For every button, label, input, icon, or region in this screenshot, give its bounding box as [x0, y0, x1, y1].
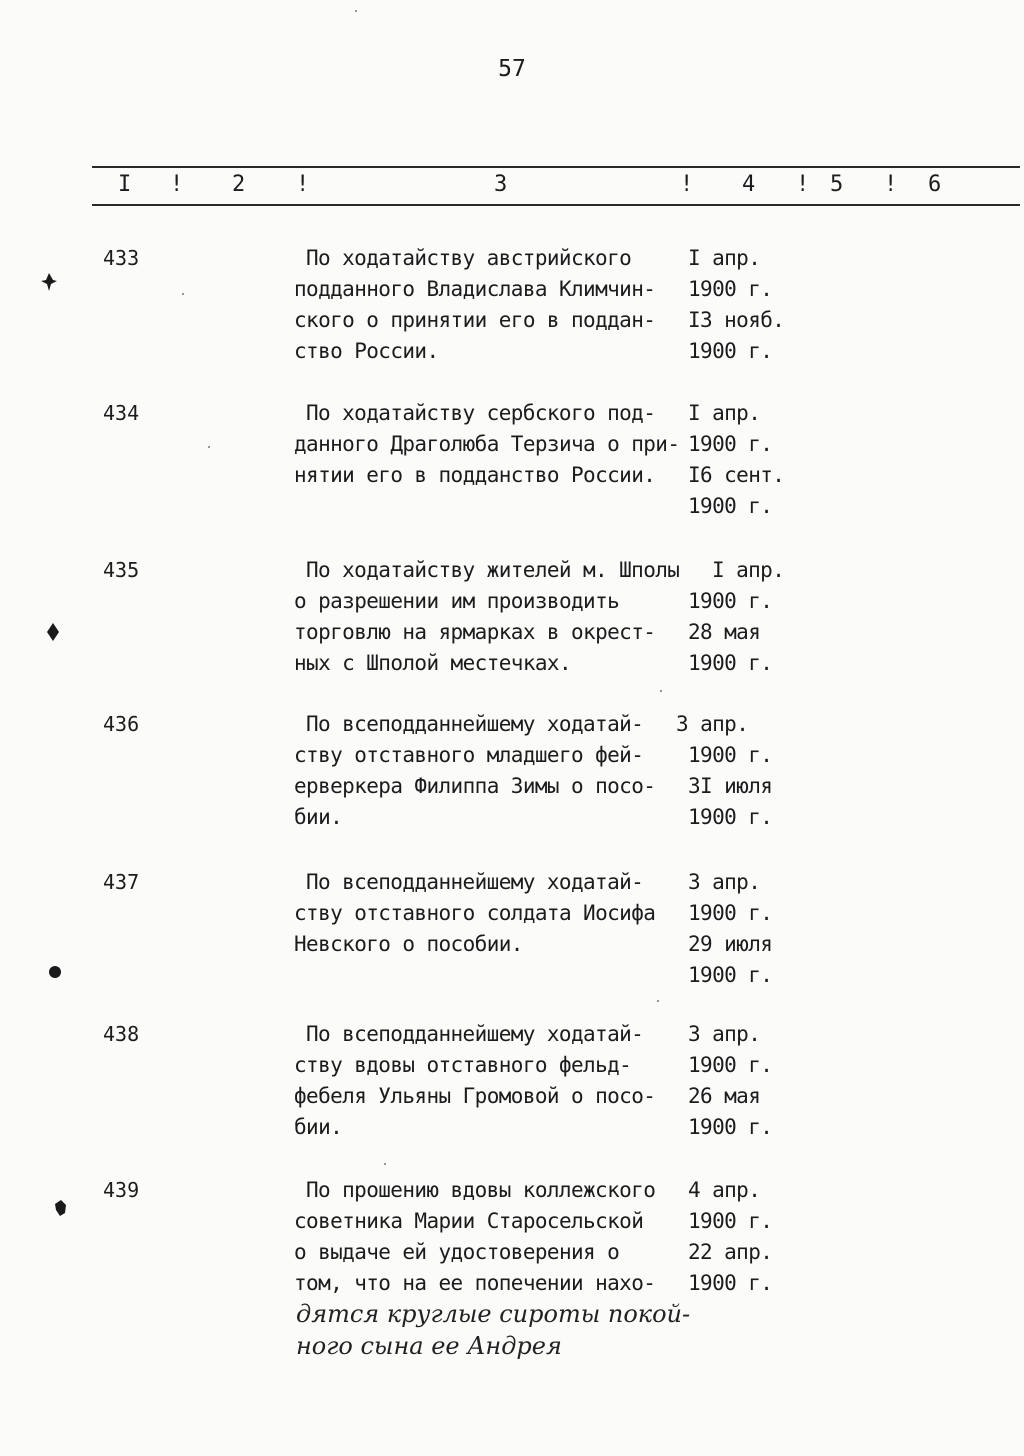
col-6-label: 6	[928, 172, 942, 197]
entry-text-line: ерверкера Филиппа Зимы о посо-	[294, 774, 656, 798]
scan-speck	[384, 1163, 386, 1165]
col-5-label: 5	[830, 172, 844, 197]
entry-date: 1900 г.	[688, 1209, 773, 1233]
entry-date: 3 апр.	[676, 712, 749, 736]
col-sep: !	[170, 172, 184, 197]
col-sep: !	[884, 172, 898, 197]
entry-text-line: ству отставного солдата Иосифа	[294, 901, 656, 925]
entry-text-line: данного Драголюба Терзича о при-	[294, 432, 680, 456]
header-top-rule	[92, 166, 1020, 168]
entry-date: 1900 г.	[688, 901, 773, 925]
punch-hole-icon	[40, 272, 58, 292]
handwritten-addition-line: дятся круглые сироты покой-	[296, 1300, 691, 1328]
entry-date: 22 апр.	[688, 1240, 773, 1264]
entry-text-line: По всеподданнейшему ходатай-	[306, 1022, 644, 1046]
entry-date: 1900 г.	[688, 432, 773, 456]
entry-text-line: Невского о пособии.	[294, 932, 523, 956]
entry-date: 3 апр.	[688, 870, 761, 894]
entry-date: 1900 г.	[688, 743, 773, 767]
entry-date: 1900 г.	[688, 339, 773, 363]
entry-date: 1900 г.	[688, 277, 773, 301]
scan-speck	[182, 293, 184, 295]
entry-date: I6 сент.	[688, 463, 785, 487]
scan-speck	[208, 446, 210, 448]
entry-date: 1900 г.	[688, 494, 773, 518]
entry-date: 4 апр.	[688, 1178, 761, 1202]
entry-number: 437	[103, 870, 140, 894]
scan-speck	[660, 690, 662, 692]
register-entry	[0, 558, 1024, 708]
register-entry	[0, 712, 1024, 862]
entry-text-line: бии.	[294, 805, 343, 829]
punch-hole-icon	[52, 1198, 70, 1218]
entry-text-line: По ходатайству австрийского	[306, 246, 632, 270]
col-4-label: 4	[742, 172, 756, 197]
entry-date: 3 апр.	[688, 1022, 761, 1046]
entry-date: I апр.	[688, 246, 761, 270]
entry-text-line: советника Марии Старосельской	[294, 1209, 644, 1233]
entry-text-line: По всеподданнейшему ходатай-	[306, 712, 644, 736]
col-1-label: I	[118, 172, 132, 197]
entry-number: 439	[103, 1178, 140, 1202]
entry-text-line: о выдаче ей удостоверения о	[294, 1240, 620, 1264]
entry-date: 28 мая	[688, 620, 761, 644]
register-entry	[0, 1022, 1024, 1172]
entry-date: I3 нояб.	[688, 308, 785, 332]
entry-number: 433	[103, 246, 140, 270]
entry-text-line: бии.	[294, 1115, 343, 1139]
handwritten-addition-line: ного сына ее Андрея	[296, 1332, 562, 1360]
scan-speck	[657, 1000, 659, 1002]
entry-text-line: о разрешении им производить	[294, 589, 620, 613]
entry-date: I апр.	[712, 558, 785, 582]
entry-text-line: По всеподданнейшему ходатай-	[306, 870, 644, 894]
entry-text-line: ных с Шполой местечках.	[294, 651, 571, 675]
entry-text-line: ство России.	[294, 339, 439, 363]
entry-number: 436	[103, 712, 140, 736]
entry-date: 1900 г.	[688, 1115, 773, 1139]
entry-text-line: По прошению вдовы коллежского	[306, 1178, 656, 1202]
col-sep: !	[296, 172, 310, 197]
entry-number: 434	[103, 401, 140, 425]
entry-date: 1900 г.	[688, 589, 773, 613]
entry-date: 29 июля	[688, 932, 773, 956]
col-3-label: 3	[494, 172, 508, 197]
entry-text-line: подданного Владислава Климчин-	[294, 277, 656, 301]
entry-text-line: ству отставного младшего фей-	[294, 743, 644, 767]
page-number: 57	[498, 56, 526, 82]
entry-date: 1900 г.	[688, 651, 773, 675]
scan-speck	[355, 10, 357, 12]
entry-text-line: нятии его в подданство России.	[294, 463, 656, 487]
entry-date: 3I июля	[688, 774, 773, 798]
register-entry	[0, 246, 1024, 396]
header-bottom-rule	[92, 204, 1020, 206]
entry-text-line: фебеля Ульяны Громовой о посо-	[294, 1084, 656, 1108]
entry-text-line: торговлю на ярмарках в окрест-	[294, 620, 656, 644]
entry-date: I апр.	[688, 401, 761, 425]
register-entry	[0, 870, 1024, 1020]
col-sep: !	[680, 172, 694, 197]
entry-text-line: том, что на ее попечении нахо-	[294, 1271, 656, 1295]
entry-date: 1900 г.	[688, 1053, 773, 1077]
entry-text-line: ству вдовы отставного фельд-	[294, 1053, 632, 1077]
punch-hole-icon	[46, 962, 64, 982]
register-entry	[0, 401, 1024, 551]
entry-date: 1900 г.	[688, 1271, 773, 1295]
entry-text-line: По ходатайству жителей м. Шполы	[306, 558, 680, 582]
entry-text-line: По ходатайству сербского под-	[306, 401, 656, 425]
col-sep: !	[796, 172, 810, 197]
entry-date: 1900 г.	[688, 805, 773, 829]
entry-text-line: ского о принятии его в поддан-	[294, 308, 656, 332]
entry-date: 1900 г.	[688, 963, 773, 987]
entry-date: 26 мая	[688, 1084, 761, 1108]
entry-number: 435	[103, 558, 140, 582]
entry-number: 438	[103, 1022, 140, 1046]
col-2-label: 2	[232, 172, 246, 197]
punch-hole-icon	[44, 622, 62, 642]
